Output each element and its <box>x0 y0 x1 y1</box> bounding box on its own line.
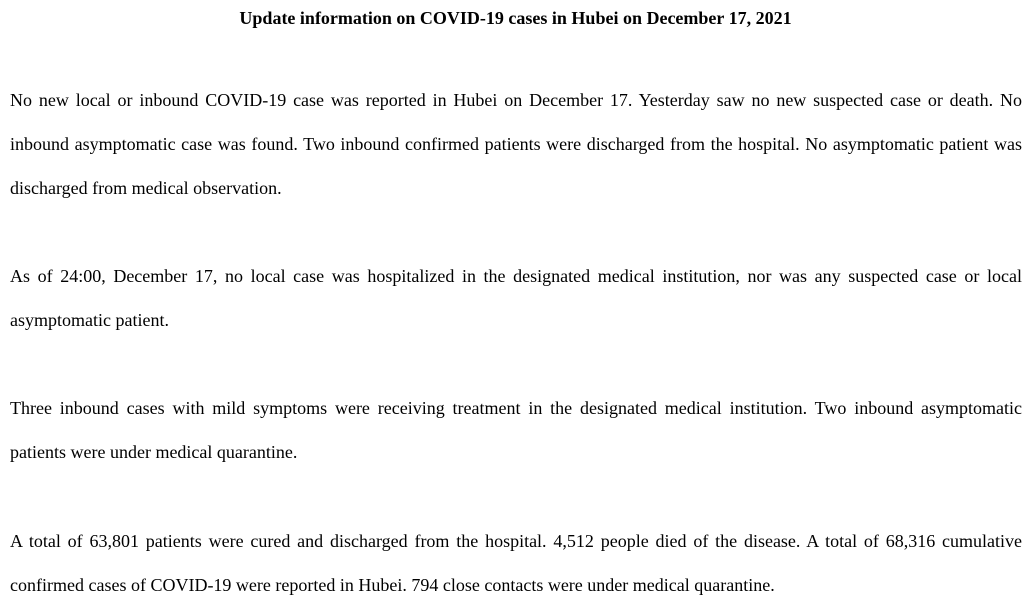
document-title: Update information on COVID-19 cases in Hubei on December 17, 2021 <box>239 8 792 28</box>
paragraph-new-cases: No new local or inbound COVID-19 case was reported in Hubei on December 17. Yesterday saw no new suspected case or death. No inbound asymptomatic case was found. Two inbound confirmed patients were discharged from the hospital. No asymptomatic patient was discharged from medical observation. <box>10 90 1022 198</box>
paragraph-cumulative-totals: A total of 63,801 patients were cured and discharged from the hospital. 4,512 people died of the disease. A total of 68,316 cumulative confirmed cases of COVID-19 were reported in Hubei. 794 close contacts were under medical quarantine. <box>10 531 1022 595</box>
paragraph-hospitalized-status: As of 24:00, December 17, no local case was hospitalized in the designated medical institution, nor was any suspected case or local asymptomatic patient. <box>10 266 1022 330</box>
paragraph-treatment-status: Three inbound cases with mild symptoms were receiving treatment in the designated medical institution. Two inbound asymptomatic patients were under medical quarantine. <box>10 398 1022 462</box>
